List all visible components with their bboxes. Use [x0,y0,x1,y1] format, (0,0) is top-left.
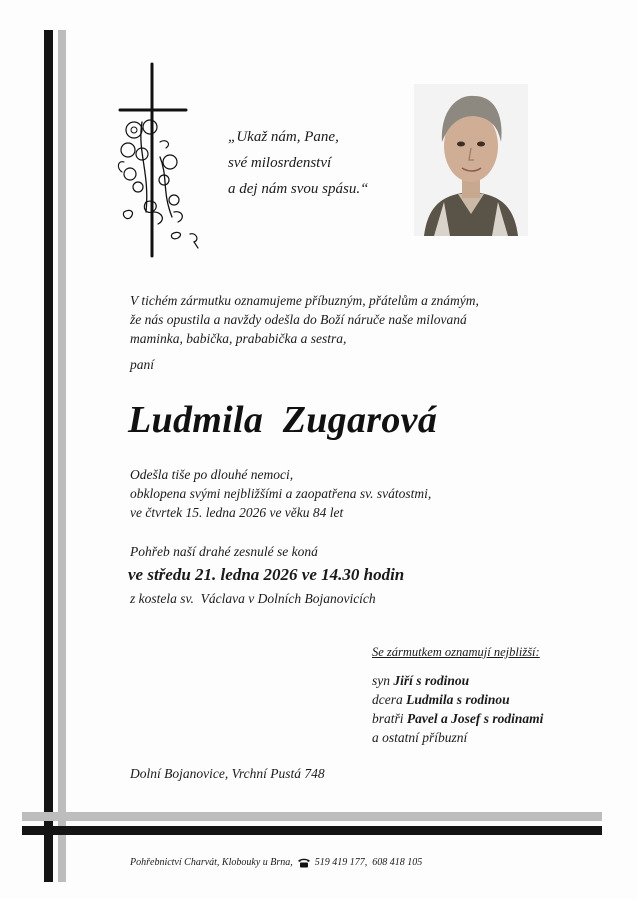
footer-company: Pohřebnictví Charvát, Klobouky u Brna, [130,857,293,868]
funeral-date-time: ve středu 21. ledna 2026 ve 14.30 hodin [128,565,405,584]
mourner-item: syn Jiří s rodinou [372,673,470,688]
mourner-item: dcera Ludmila s rodinou [372,692,510,707]
scripture-quote [228,124,368,202]
portrait-photo [414,84,528,236]
border-bar-vertical-black [44,30,53,882]
announcement-line: že nás opustila a navždy odešla do Boží náruče naše milovaná [130,312,467,327]
border-bar-horizontal-black [22,826,602,835]
address: Dolní Bojanovice, Vrchní Pustá 748 [130,766,325,781]
announcement-text [130,291,479,348]
quote-line: „Ukaž nám, Pane, [228,129,339,145]
funeral-place: z kostela sv. Václava v Dolních Bojanovicích [130,591,376,606]
quote-line: své milosrdenství [228,155,332,171]
death-line: Odešla tiše po dlouhé nemoci, [130,467,294,482]
mourner-item: a ostatní příbuzní [372,730,468,745]
border-bar-vertical-grey [58,30,66,882]
mourners-list [372,671,543,747]
funeral-intro: Pohřeb naší drahé zesnulé se koná [130,544,318,559]
death-details [130,465,431,522]
quote-line: a dej nám svou spásu.“ [228,181,369,197]
cross-with-flowers-icon [112,62,204,258]
announcement-line: maminka, babička, prababička a sestra, [130,331,347,346]
mourner-item: bratři Pavel a Josef s rodinami [372,711,544,726]
footer-phones: 519 419 177, 608 418 105 [314,857,423,868]
death-line: ve čtvrtek 15. ledna 2026 ve věku 84 let [130,505,344,520]
border-bar-horizontal-grey [22,812,602,821]
mourners-heading: Se zármutkem oznamují nejbližší: [372,645,540,659]
deceased-name: Ludmila Zugarová [128,399,438,441]
announcement-line: V tichém zármutku oznamujeme příbuzným, přátelům a známým, [130,293,479,308]
death-line: obklopena svými nejbližšími a zaopatřena sv. svátostmi, [130,486,432,501]
phone-icon [297,858,311,868]
footer [130,857,422,868]
honorific: paní [130,357,155,372]
